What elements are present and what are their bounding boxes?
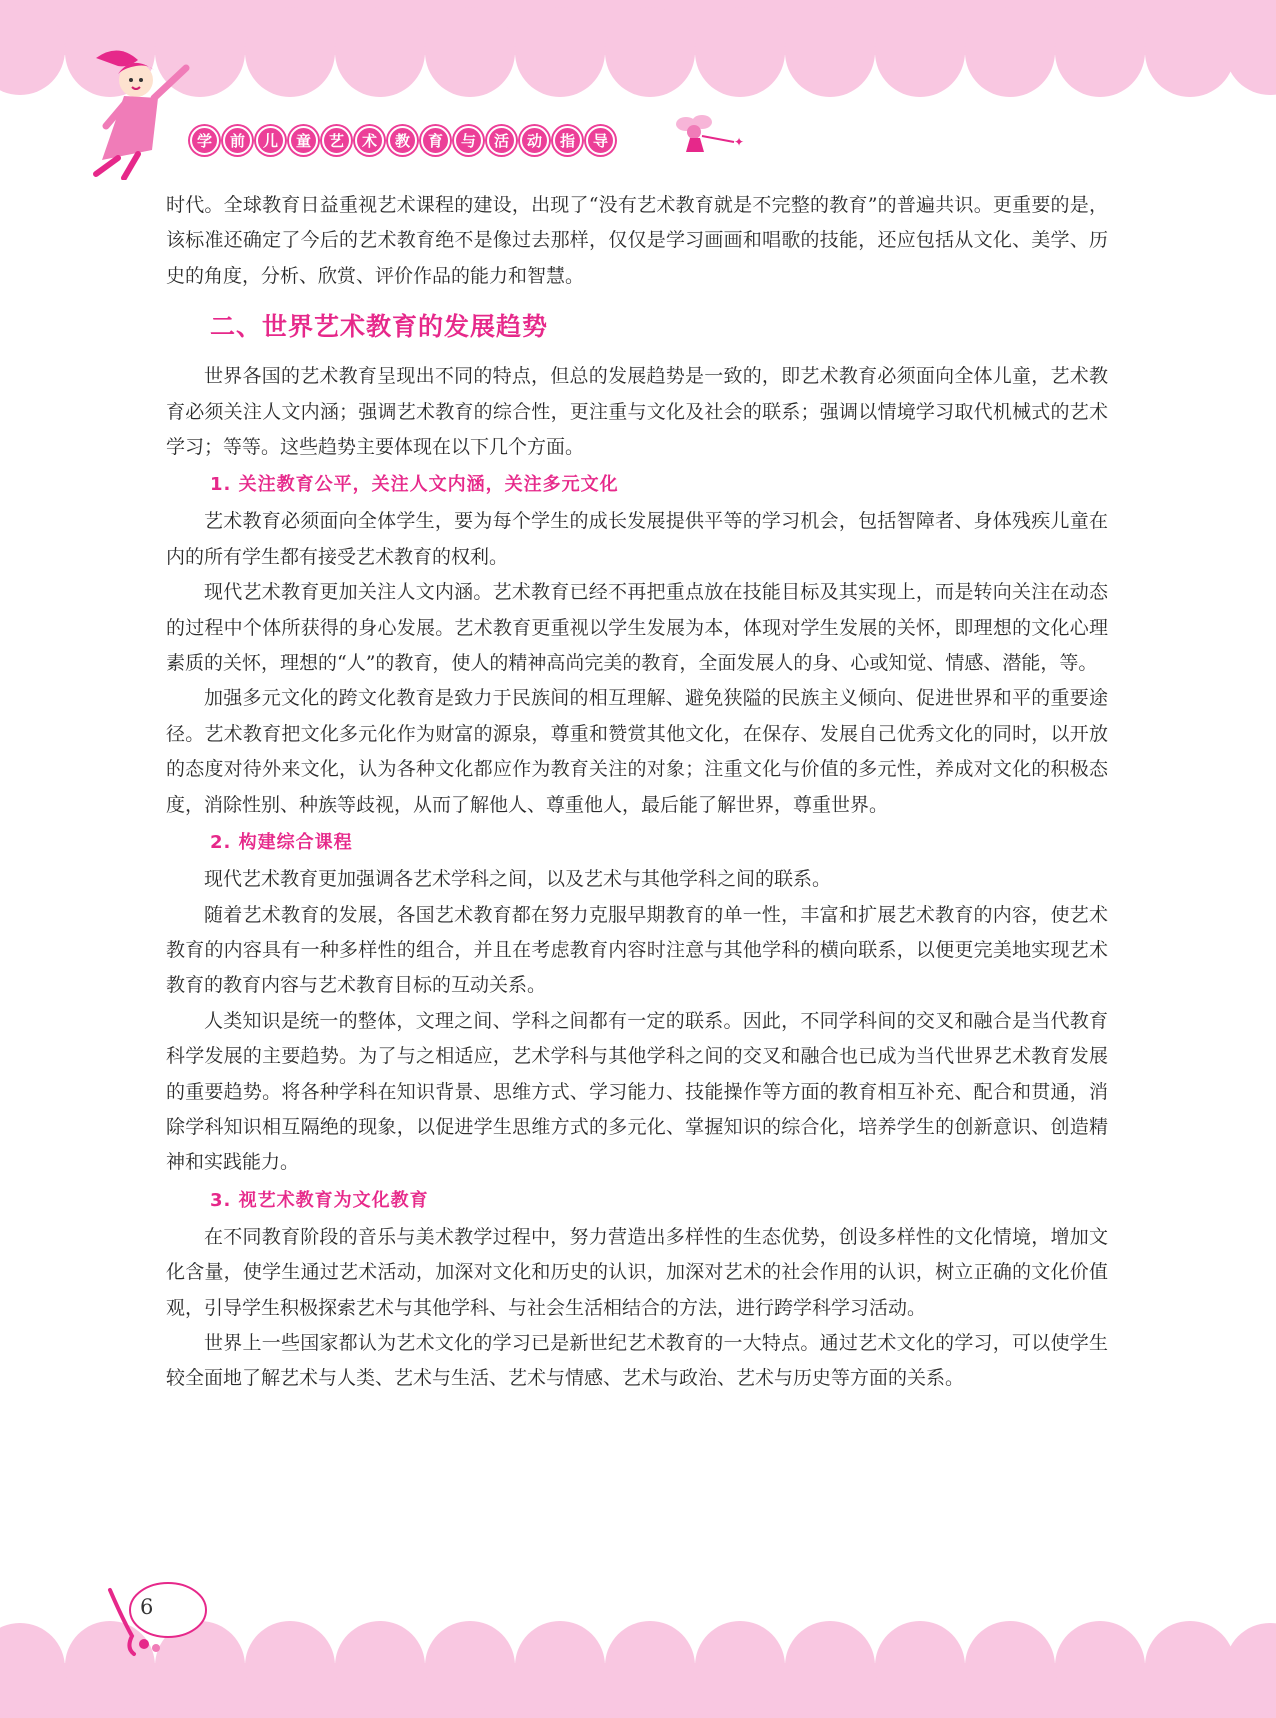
paragraph: 现代艺术教育更加关注人文内涵。艺术教育已经不再把重点放在技能目标及其实现上，而是转向关注在动态的过程中个体所获得的身心发展。艺术教育更重视以学生发展为本，体现对学生发展的关怀，即理想的文化心理素质的关怀，理想的“人”的教育，使人的精神高尚完美的教育，全面发展人的身、心或知觉、情感、潜能，等。 [166,581,1108,675]
paragraph: 人类知识是统一的整体，文理之间、学科之间都有一定的联系。因此，不同学科间的交叉和融合是当代教育科学发展的主要趋势。为了与之相适应，艺术学科与其他学科之间的交叉和融合也已成为当代世界艺术教育发展的重要趋势。将各种学科在知识背景、思维方式、学习能力、技能操作等方面的教育相互补充、配合和贯通，消除学科知识相互隔绝的现象，以促进学生思维方式的多元化、掌握知识的综合化，培养学生的创新意识、创造精神和实践能力。 [166,1009,1108,1174]
paragraph: 现代艺术教育更加强调各艺术学科之间，以及艺术与其他学科之间的联系。 [204,868,832,891]
book-title-char: 动 [520,126,549,155]
book-title-char: 儿 [256,126,285,155]
fairy-icon [672,108,752,158]
book-title-char: 与 [454,126,483,155]
flying-girl-mascot-icon [88,40,208,180]
subsection-heading-2: 2. 构建综合课程 [210,832,353,854]
page-body [166,188,1108,1397]
section-intro-paragraph: 世界各国的艺术教育呈现出不同的特点，但总的发展趋势是一致的，即艺术教育必须面向全体儿童，艺术教育必须关注人文内涵；强调艺术教育的综合性，更注重与文化及社会的联系；强调以情境学习取代机械式的艺术学习；等等。这些趋势主要体现在以下几个方面。 [166,365,1108,459]
paragraph: 艺术教育必须面向全体学生，要为每个学生的成长发展提供平等的学习机会，包括智障者、身体残疾儿童在内的所有学生都有接受艺术教育的权利。 [166,510,1108,568]
paragraph: 在不同教育阶段的音乐与美术教学过程中，努力营造出多样性的生态优势，创设多样性的文化情境，增加文化含量，使学生通过艺术活动，加深对文化和历史的认识，加深对艺术的社会作用的认识，树立正确的文化价值观，引导学生积极探索艺术与其他学科、与社会生活相结合的方法，进行跨学科学习活动。 [166,1225,1108,1319]
subsection-heading-3: 3. 视艺术教育为文化教育 [210,1189,429,1211]
book-title-char: 育 [421,126,450,155]
book-title-char: 童 [289,126,318,155]
paragraph: 加强多元文化的跨文化教育是致力于民族间的相互理解、避免狭隘的民族主义倾向、促进世界和平的重要途径。艺术教育把文化多元化作为财富的源泉，尊重和赞赏其他文化，在保存、发展自己优秀文化的同时，以开放的态度对待外来文化，认为各种文化都应作为教育关注的对象；注重文化与价值的多元性，养成对文化的积极态度，消除性别、种族等歧视，从而了解他人、尊重他人，最后能了解世界，尊重世界。 [166,687,1108,816]
book-title-char: 指 [553,126,582,155]
book-title-char: 术 [355,126,384,155]
page-number: 6 [140,1595,154,1619]
book-title [190,126,615,155]
subsection-heading-1: 1. 关注教育公平，关注人文内涵，关注多元文化 [210,474,619,496]
book-title-char: 导 [586,126,615,155]
section-heading: 二、世界艺术教育的发展趋势 [210,312,549,342]
book-title-char: 学 [190,126,219,155]
book-title-char: 教 [388,126,417,155]
book-title-char: 活 [487,126,516,155]
svg-text:✦: ✦ [734,135,745,149]
book-title-char: 艺 [322,126,351,155]
book-title-char: 前 [223,126,252,155]
paragraph: 世界上一些国家都认为艺术文化的学习已是新世纪艺术教育的一大特点。通过艺术文化的学习，可以使学生较全面地了解艺术与人类、艺术与生活、艺术与情感、艺术与政治、艺术与历史等方面的关系。 [166,1331,1108,1390]
intro-paragraph: 时代。全球教育日益重视艺术课程的建设，出现了“没有艺术教育就是不完整的教育”的普遍共识。更重要的是，该标准还确定了今后的艺术教育绝不是像过去那样，仅仅是学习画画和唱歌的技能，还应包括从文化、美学、历史的角度，分析、欣赏、评价作品的能力和智慧。 [166,194,1108,287]
paragraph: 随着艺术教育的发展，各国艺术教育都在努力克服早期教育的单一性，丰富和扩展艺术教育的内容，使艺术教育的内容具有一种多样性的组合，并且在考虑教育内容时注意与其他学科的横向联系，以便更完美地实现艺术教育的教育内容与艺术教育目标的互动关系。 [166,903,1108,997]
